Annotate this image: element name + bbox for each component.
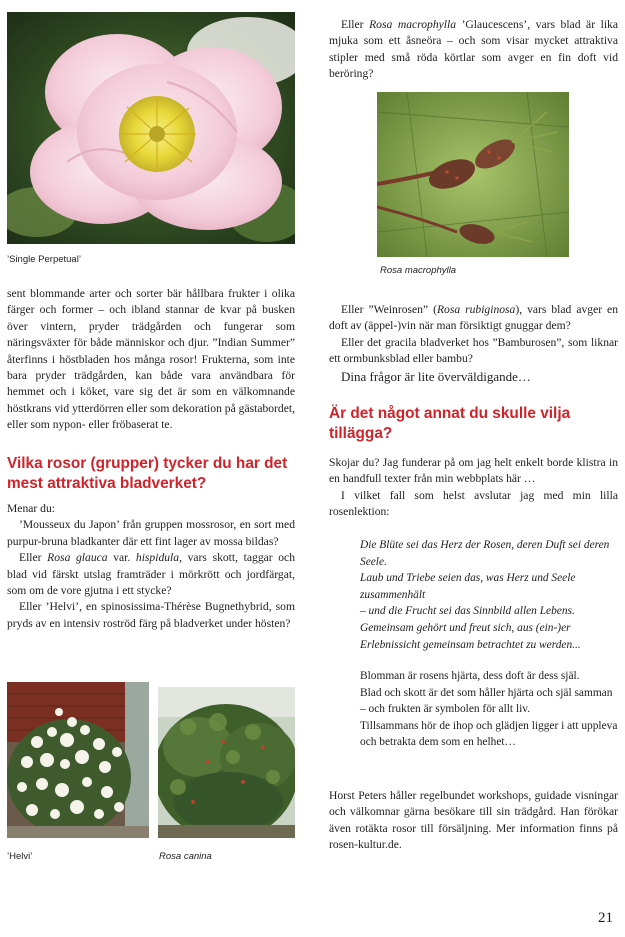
paragraph-weinrosen: Eller ”Weinrosen” (Rosa rubiginosa), vars blad avger en doft av (äppel-)vin när man försiktigt gnuggar dem? (329, 303, 618, 333)
caption-helvi: ’Helvi’ (7, 851, 33, 862)
foliage-answers (7, 501, 295, 632)
more-foliage (329, 302, 618, 386)
photo-rosa-canina (158, 687, 295, 838)
poem-german-line: Gemeinsam gehört und freut sich, aus (ein-)er Erlebnissicht gemeinsam betrachtet zu werden... (360, 621, 581, 651)
paragraph-horst-peters: Horst Peters håller regelbundet workshops, guidade visningar och välkomnar gärna besökare till sin trädgård. Han förökar även rotäkta rosor till försäljning. Mer information finns på rosen-kultur.de. (329, 789, 618, 852)
poem-swedish-line: Blad och skott är det som håller hjärta och själ samman (360, 686, 613, 699)
page-number: 21 (598, 910, 613, 926)
closing-text (329, 455, 618, 521)
heading-add: Är det något annat du skulle vilja tillägga? (329, 405, 571, 442)
paragraph-helvi: Eller ’Helvi’, en spinosissima-Thérèse Bugnethybrid, som pryds av en intensiv roströd färg på bladverket under hösten? (7, 600, 295, 630)
poem-swedish-line: Tillsammans hör de ihop och glädjen ligger i att uppleva och betrakta dem som en helhet… (360, 719, 618, 749)
intro-paragraph: sent blommande arter och sorter bär hållbara frukter i olika färger och former – och ibland stannar de kvar på busken över vintern, pryder trädgården och fungerar som näringsväxter för både människor och djur. ”Indian Summer” återfinns i höstbladen hos många rosor! Frukterna, som inte bara pryder trädgården, kan både vara användbara för hemmet och i köket, vare sig det är som en välkomnande höstkrans vid ytterdörren eller som dekoration på gästabordet, eller som nypon- eller fröbaserat te. (7, 287, 295, 432)
caption-rosa-macrophylla: Rosa macrophylla (380, 265, 457, 276)
paragraph-macrophylla: Eller Rosa macrophylla ’Glaucescens’, vars blad är lika mjuka som ett åsneöra – och som visar mycket attraktiva stipler med små röda körtlar som avger en fin doft vid beröring? (329, 18, 618, 81)
caption-single-perpetual: ’Single Perpetual’ (7, 254, 81, 265)
poem-german-line: Laub und Triebe seien das, was Herz und Seele zusammenhält (360, 572, 576, 601)
photo-helvi (7, 682, 149, 838)
poem-german-line: – und die Frucht sei das Sinnbild allen Lebens. (360, 605, 575, 618)
paragraph-glauca: Eller Rosa glauca var. hispidula, vars skott, taggar och blad vid färskt utslag framträder i mörkrött och jordfärgat, som om de vore gjutna i ett stycke? (7, 551, 295, 598)
paragraph-bamburosen: Eller det gracila bladverket hos ”Bamburosen”, som liknar ett ormbunksblad eller bambu? (329, 335, 618, 366)
paragraph-mousseux: ’Mousseux du Japon’ från gruppen mossrosor, en sort med purpur-bruna bladkanter där ett fint lager av mossa bildas? (7, 518, 295, 548)
poem-german (360, 537, 618, 653)
heading-foliage: Vilka rosor (grupper) tycker du har det mest attraktiva bladverket? (7, 455, 288, 492)
paragraph-dina-fragor: Dina frågor är lite överväldigande… (341, 368, 531, 384)
paragraph-skojar: Skojar du? Jag funderar på om jag helt enkelt borde klistra in en handfull texter från min webbplats här … (329, 456, 618, 486)
photo-single-perpetual (7, 12, 295, 244)
poem-swedish-line: Blomman är rosens hjärta, dess doft är dess själ. (360, 670, 580, 682)
answer-lead: Menar du: (7, 502, 55, 515)
poem-german-line: Die Blüte sei das Herz der Rosen, deren Duft sei deren Seele. (360, 539, 610, 568)
paragraph-rosenlektion: I vilket fall som helst avslutar jag med min lilla rosenlektion: (329, 488, 618, 519)
photo-rosa-macrophylla (377, 92, 569, 257)
caption-rosa-canina: Rosa canina (159, 851, 212, 862)
poem-swedish-line: – och frukten är symbolen för allt liv. (360, 703, 531, 716)
poem-swedish (360, 668, 618, 751)
